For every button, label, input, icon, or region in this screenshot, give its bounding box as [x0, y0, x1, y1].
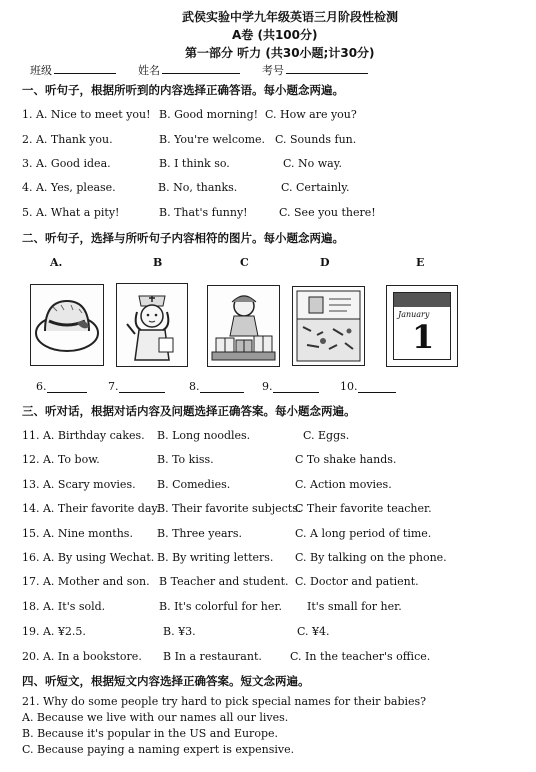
option-a: 2. A. Thank you. [22, 133, 113, 146]
blank-6 [36, 380, 87, 393]
option-a: 15. A. Nine months. [22, 527, 133, 540]
option-b: B. Their favorite subjects. [157, 502, 302, 515]
picture-letter-c: C [240, 256, 249, 269]
option-a: 4. A. Yes, please. [22, 181, 116, 194]
option-a: 19. A. ¥2.5. [22, 625, 86, 638]
option-c: C. Certainly. [281, 181, 350, 194]
blank-7-line[interactable] [119, 382, 165, 393]
option-a: 3. A. Good idea. [22, 157, 111, 170]
blank-10-line[interactable] [358, 382, 396, 393]
option-c: C. Eggs. [303, 429, 350, 442]
option-c: C. How are you? [265, 108, 357, 121]
picture-d-room-scene [292, 286, 365, 366]
question-21-option-b: B. Because it's popular in the US and Europe. [22, 727, 278, 740]
calendar-header-bar [394, 293, 450, 307]
option-b: B Teacher and student. [159, 575, 289, 588]
name-label: 姓名 [138, 64, 160, 77]
option-b: B In a restaurant. [163, 650, 262, 663]
option-b: B. Long noodles. [157, 429, 251, 442]
question-21-option-c: C. Because paying a naming expert is expensive. [22, 743, 295, 756]
option-b: B. That's funny! [159, 206, 248, 219]
option-b: B. I think so. [159, 157, 230, 170]
picture-e-calendar [386, 285, 458, 367]
option-b: B. No, thanks. [158, 181, 238, 194]
blank-8-number: 8. [189, 380, 200, 393]
option-b: B. By writing letters. [157, 551, 274, 564]
option-c: C. ¥4. [297, 625, 330, 638]
class-field[interactable] [54, 62, 116, 74]
blank-10 [340, 380, 396, 393]
blank-6-line[interactable] [47, 382, 87, 393]
paper-score-line: A卷 (共100分) [232, 28, 318, 42]
option-c: It's small for her. [307, 600, 402, 613]
option-a: 1. A. Nice to meet you! [22, 108, 151, 121]
option-a: 20. A. In a bookstore. [22, 650, 142, 663]
option-c: C. By talking on the phone. [295, 551, 447, 564]
option-c: C. See you there! [279, 206, 376, 219]
option-a: 16. A. By using Wechat. [22, 551, 155, 564]
option-b: B. To kiss. [157, 453, 214, 466]
option-b: B. Comedies. [157, 478, 231, 491]
option-a: 18. A. It's sold. [22, 600, 106, 613]
picture-letter-e: E [416, 256, 425, 269]
section-1-heading: 一、听句子，根据所听到的内容选择正确答语。每小题念两遍。 [22, 83, 344, 97]
option-b: B. Good morning! [159, 108, 259, 121]
option-c: C Their favorite teacher. [295, 502, 432, 515]
option-a: 17. A. Mother and son. [22, 575, 150, 588]
blank-9-line[interactable] [273, 382, 319, 393]
calendar-page [393, 292, 451, 360]
picture-letter-d: D [320, 256, 330, 269]
section-2-heading: 二、听句子，选择与所听句子内容相符的图片。每小题念两遍。 [22, 231, 344, 245]
blank-7 [108, 380, 165, 393]
option-b: B. You're welcome. [159, 133, 266, 146]
blank-7-number: 7. [108, 380, 119, 393]
option-a: 11. A. Birthday cakes. [22, 429, 145, 442]
exam-title: 武侯实验中学九年级英语三月阶段性检测 [182, 10, 399, 24]
option-a: 13. A. Scary movies. [22, 478, 136, 491]
option-b: B. ¥3. [163, 625, 196, 638]
option-c: C. A long period of time. [295, 527, 432, 540]
picture-letter-b: B [153, 256, 163, 269]
question-21-option-a: A. Because we live with our names all our lives. [22, 711, 289, 724]
blank-9 [262, 380, 319, 393]
exam-number-field[interactable] [286, 62, 368, 74]
option-c: C To shake hands. [295, 453, 397, 466]
option-a: 14. A. Their favorite day. [22, 502, 160, 515]
name-field[interactable] [162, 62, 240, 74]
option-c: C. Doctor and patient. [295, 575, 419, 588]
blank-8 [189, 380, 244, 393]
class-label: 班级 [30, 64, 52, 77]
option-c: C. Action movies. [295, 478, 392, 491]
blank-10-number: 10. [340, 380, 358, 393]
option-c: C. Sounds fun. [275, 133, 357, 146]
section-4-heading: 四、听短文，根据短文内容选择正确答案。短文念两遍。 [22, 674, 310, 688]
option-a: 5. A. What a pity! [22, 206, 120, 219]
option-c: C. In the teacher's office. [290, 650, 431, 663]
picture-c-child-gifts [207, 285, 280, 367]
blank-8-line[interactable] [200, 382, 244, 393]
blank-9-number: 9. [262, 380, 273, 393]
picture-a-hat [30, 284, 104, 366]
section-3-heading: 三、听对话，根据对话内容及问题选择正确答案。每小题念两遍。 [22, 404, 356, 418]
option-b: B. Three years. [157, 527, 242, 540]
calendar-day: 1 [412, 318, 435, 356]
blank-6-number: 6. [36, 380, 47, 393]
question-21-stem: 21. Why do some people try hard to pick special names for their babies? [22, 695, 427, 708]
picture-b-nurse [116, 283, 188, 367]
option-a: 12. A. To bow. [22, 453, 100, 466]
option-c: C. No way. [283, 157, 342, 170]
picture-letter-a: A. [50, 256, 63, 269]
part-one-line: 第一部分 听力 (共30小题;计30分) [185, 46, 375, 60]
calendar-month: January [398, 310, 430, 319]
option-b: B. It's colorful for her. [159, 600, 282, 613]
exam-number-label: 考号 [262, 64, 284, 77]
